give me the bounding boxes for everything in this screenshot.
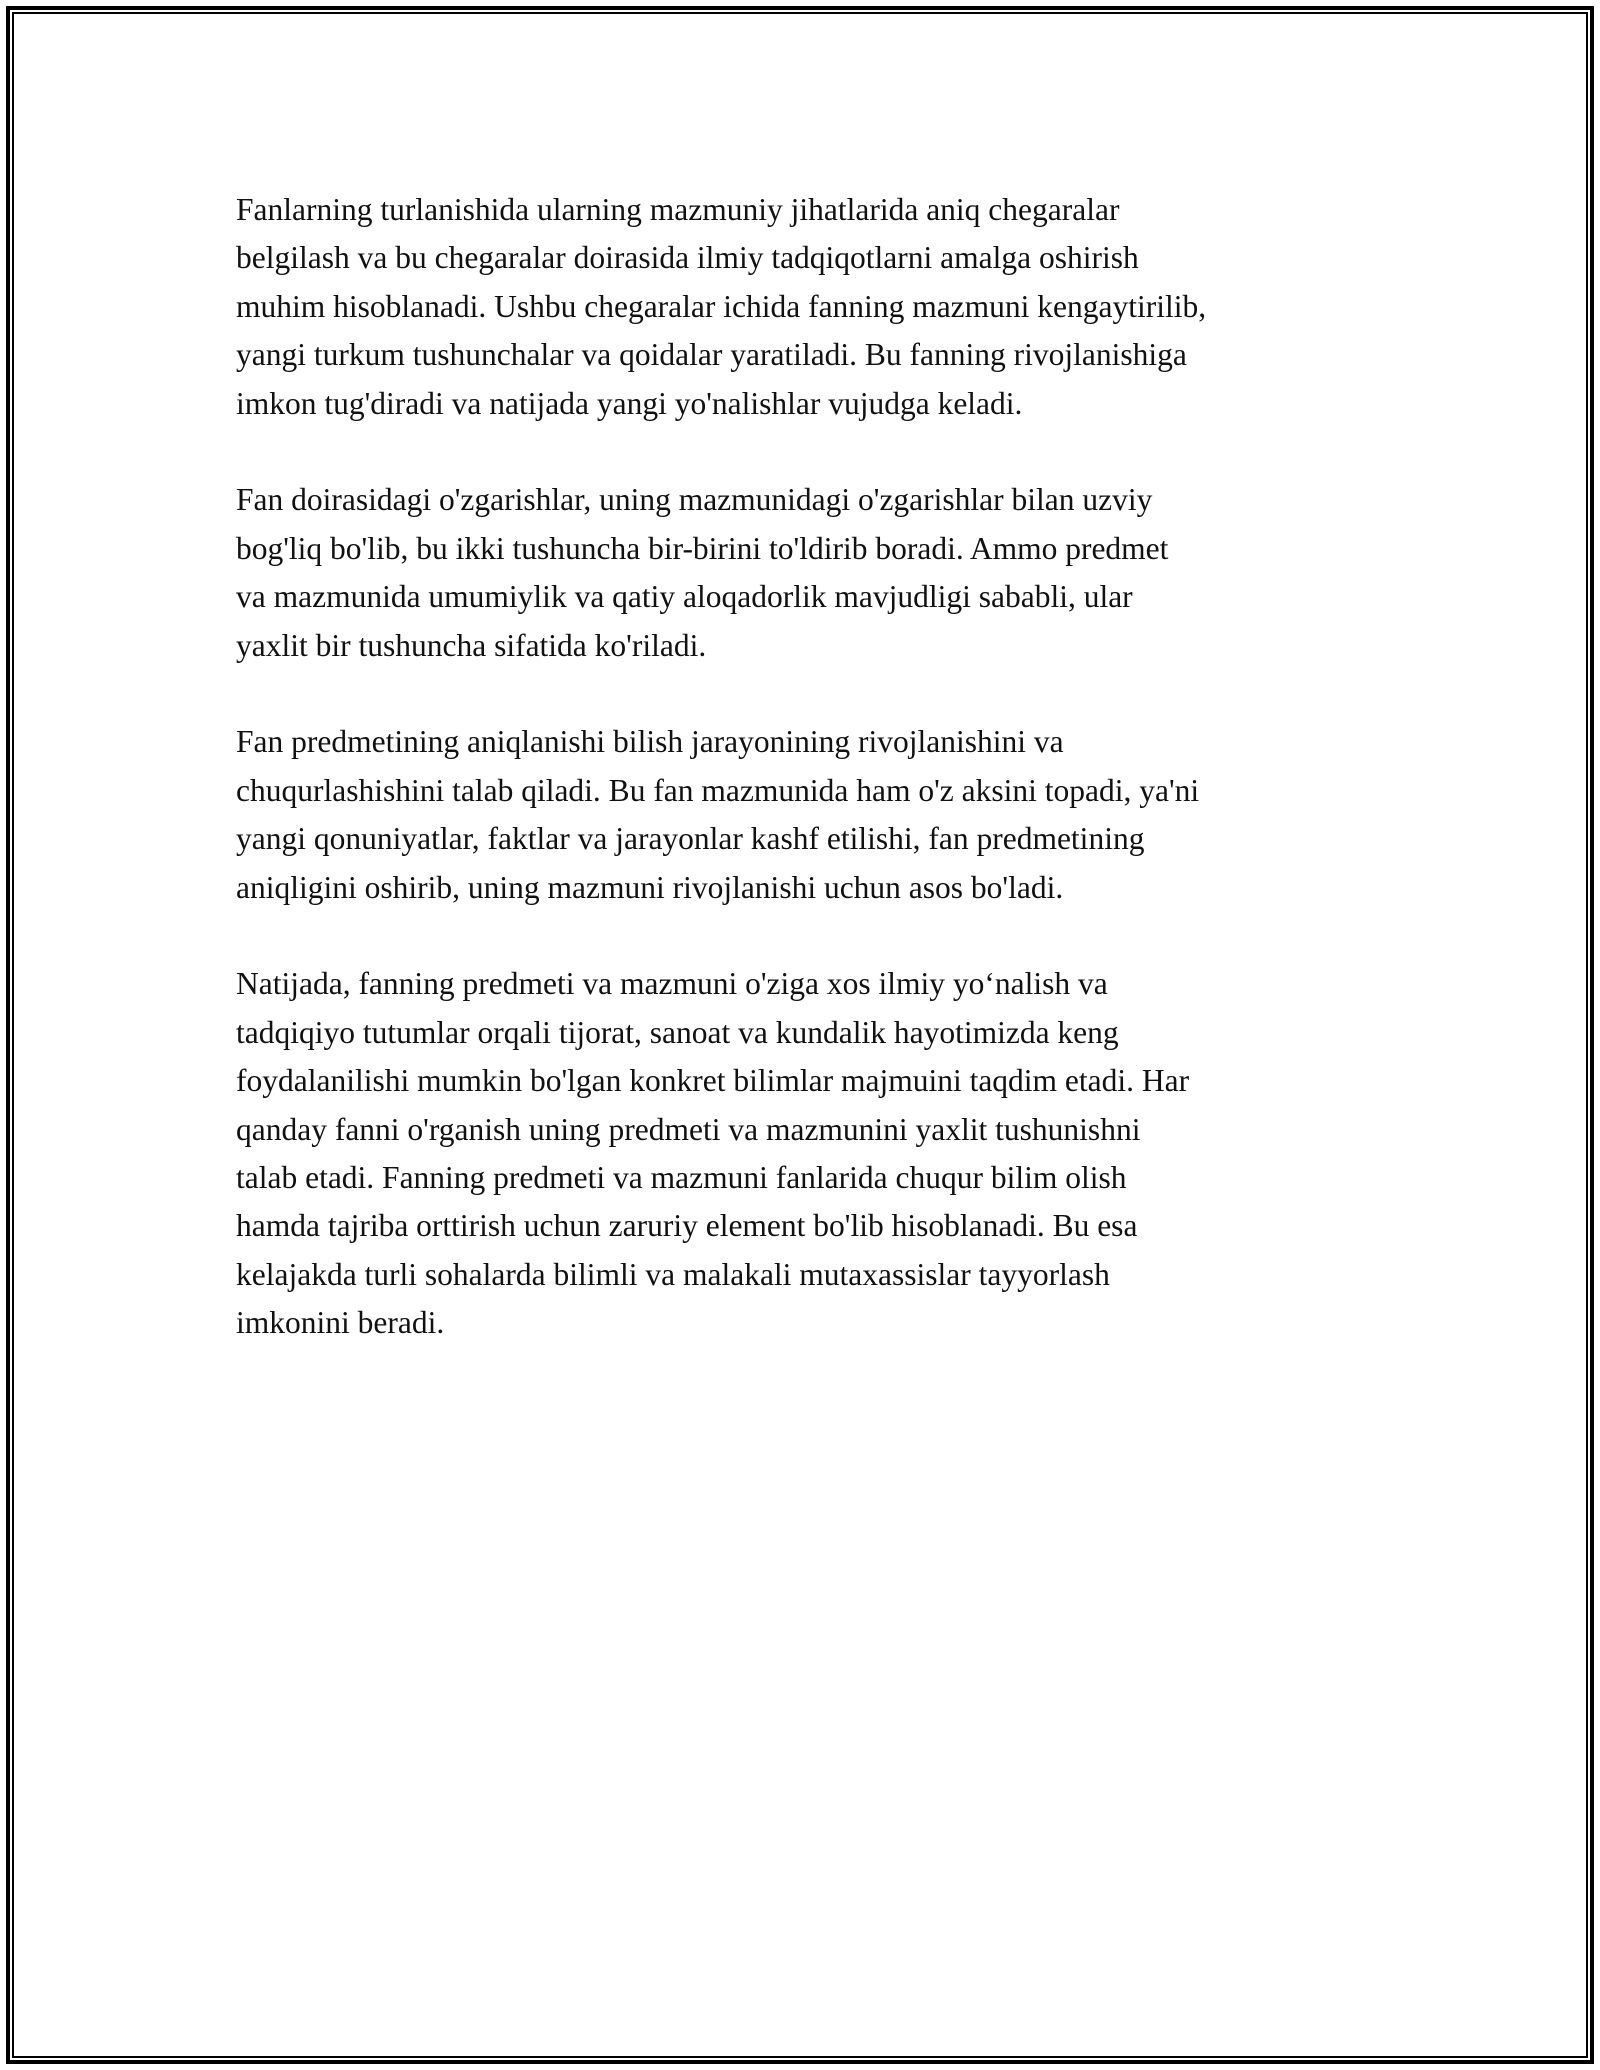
- paragraph-3: Fan predmetining aniqlanishi bilish jarayonining rivojlanishini va chuqurlashishini talab qiladi. Bu fan mazmunida ham o'z aksini topadi, ya'ni yangi qonuniyatlar, faktlar va jarayonlar kashf etilishi, fan predmetining aniqligini oshirib, uning mazmuni rivojlanishi uchun asos bo'ladi.: [236, 724, 1200, 905]
- paragraph-2: Fan doirasidagi o'zgarishlar, uning mazmunidagi o'zgarishlar bilan uzviy bog'liq bo'lib, bu ikki tushuncha bir-birini to'ldirib boradi. Ammo predmet va mazmunida umumiylik va qatiy aloqadorlik mavjudligi sababli, ular yaxlit bir tushuncha sifatida ko'riladi.: [236, 482, 1169, 663]
- paragraph-1: Fanlarning turlanishida ularning mazmuniy jihatlarida aniq chegaralar belgilash va bu chegaralar doirasida ilmiy tadqiqotlarni amalga oshirish muhim hisoblanadi. Ushbu chegaralar ichida fanning mazmuni kengaytirilib, yangi turkum tushunchalar va qoidalar yaratiladi. Bu fanning rivojlanishiga imkon tug'diradi va natijada yangi yo'nalishlar vujudga keladi.: [236, 192, 1207, 421]
- paragraph-4: Natijada, fanning predmeti va mazmuni o'ziga xos ilmiy yo‘nalish va tadqiqiyo tutumlar orqali tijorat, sanoat va kundalik hayotimizda keng foydalanilishi mumkin bo'lgan konkret bilimlar majmuini taqdim etadi. Har qanday fanni o'rganish uning predmeti va mazmunini yaxlit tushunishni talab etadi. Fanning predmeti va mazmuni fanlarida chuqur bilim olish hamda tajriba orttirish uchun zaruriy element bo'lib hisoblanadi. Bu esa kelajakda turli sohalarda bilimli va malakali mutaxassislar tayyorlash imkonini beradi.: [236, 966, 1190, 1341]
- document-body: [236, 186, 1386, 1396]
